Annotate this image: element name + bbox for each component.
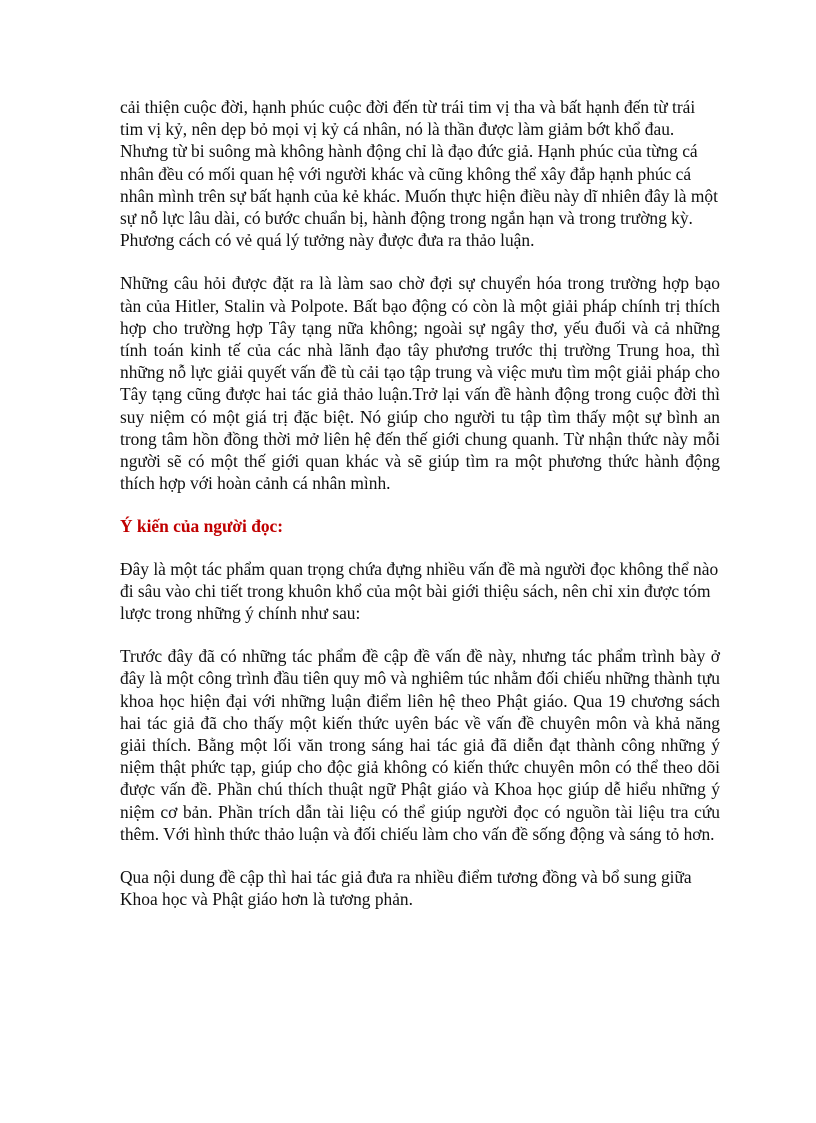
paragraph-intro: cải thiện cuộc đời, hạnh phúc cuộc đời đến từ trái tim vị tha và bất hạnh đến từ trái tim vị kỷ, nên dẹp bỏ mọi vị kỷ cá nhân, nó là thần được làm giảm bớt khổ đau. Nhưng từ bi suông mà không hành động chỉ là đạo đức giả. Hạnh phúc của từng cá nhân đều có mối quan hệ với người khác và cũng không thể xây đắp hạnh phúc cá nhân mình trên sự bất hạnh của kẻ khác. Muốn thực hiện điều này dĩ nhiên đây là một sự nỗ lực lâu dài, có bước chuẩn bị, hành động trong ngắn hạn và trong trường kỳ. Phương cách có vẻ quá lý tưởng này được đưa ra thảo luận. — [120, 97, 718, 251]
document-page — [120, 96, 720, 932]
paragraph-evaluation: Trước đây đã có những tác phẩm đề cập đề vấn đề này, nhưng tác phẩm trình bày ở đây là một công trình đầu tiên quy mô và nghiêm túc nhằm đối chiếu những thành tựu khoa học hiện đại với những luận điểm liên hệ theo Phật giáo. Qua 19 chương sách hai tác giả đã cho thấy một kiến thức uyên bác về vấn đề chuyên môn và khả năng giải thích. Bằng một lối văn trong sáng hai tác giả đã diễn đạt thành công những ý niệm thật phức tạp, giúp cho độc giả không có kiến thức chuyên môn có thể theo dõi được vấn đề. Phần chú thích thuật ngữ Phật giáo và Khoa học giúp dễ hiểu những ý niệm cơ bản. Phần trích dẫn tài liệu có thể giúp người đọc có nguồn tài liệu tra cứu thêm. Với hình thức thảo luận và đối chiếu làm cho vấn đề sống động và sáng tỏ hơn. — [120, 646, 720, 844]
paragraph-reader-opinion: Đây là một tác phẩm quan trọng chứa đựng nhiều vấn đề mà người đọc không thể nào đi sâu vào chi tiết trong khuôn khổ của một bài giới thiệu sách, nên chỉ xin được tóm lược trong những ý chính như sau: — [120, 558, 719, 624]
paragraph-conclusion: Qua nội dung đề cập thì hai tác giả đưa ra nhiều điểm tương đồng và bổ sung giữa Khoa học và Phật giáo hơn là tương phản. — [120, 867, 692, 910]
paragraph-questions: Những câu hỏi được đặt ra là làm sao chờ đợi sự chuyển hóa trong trường hợp bạo tàn của Hitler, Stalin và Polpote. Bất bạo động có còn là một giải pháp chính trị thích hợp cho trường hợp Tây tạng nữa không; ngoài sự ngây thơ, yếu đuối và cả những tính toán kinh tế của các nhà lãnh đạo tây phương trước thị trường Trung hoa, thì những nỗ lực giải quyết vấn đề tù cải tạo tập trung và việc mưu tìm một giải pháp cho Tây tạng cũng được hai tác giả thảo luận.Trở lại vấn đề hành động trong cuộc đời thì suy niệm có một giá trị đặc biệt. Nó giúp cho người tu tập tìm thấy một sự bình an trong tâm hồn đồng thời mở liên hệ đến thế giới chung quanh. Từ nhận thức này mỗi người sẽ có một thế giới quan khác và sẽ giúp tìm ra một phương thức hành động thích hợp với hoàn cảnh cá nhân mình. — [120, 273, 720, 494]
section-heading: Ý kiến của người đọc: — [120, 516, 284, 537]
